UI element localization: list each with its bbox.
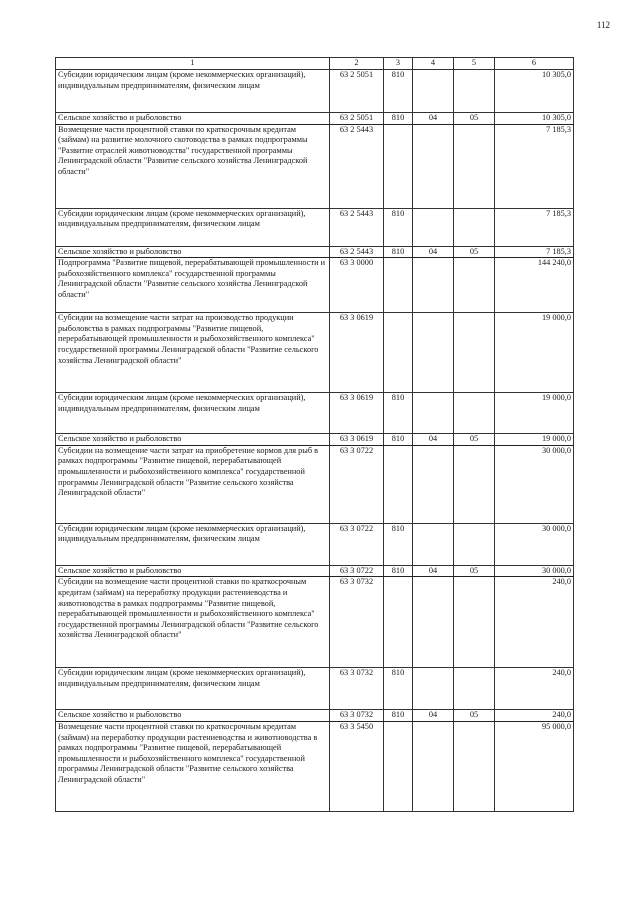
cell-expense-type: 810 (384, 434, 413, 446)
cell-amount: 19 000,0 (495, 393, 574, 434)
cell-expense-type (384, 124, 413, 208)
cell-name: Субсидии юридическим лицам (кроме некоммерческих организаций), индивидуальным предпринимателям, физическим лицам (56, 70, 330, 113)
table-row (56, 70, 574, 113)
table-row (56, 246, 574, 258)
cell-subsection (454, 70, 495, 113)
header-col-1: 1 (56, 58, 330, 70)
cell-amount: 95 000,0 (495, 721, 574, 811)
cell-subsection (454, 445, 495, 523)
cell-target-code: 63 2 5051 (330, 113, 384, 125)
cell-amount: 10 305,0 (495, 113, 574, 125)
cell-section (413, 313, 454, 393)
cell-section: 04 (413, 246, 454, 258)
cell-subsection (454, 124, 495, 208)
header-col-6: 6 (495, 58, 574, 70)
cell-target-code: 63 2 5443 (330, 208, 384, 246)
cell-amount: 19 000,0 (495, 313, 574, 393)
cell-amount: 144 240,0 (495, 258, 574, 313)
header-col-5: 5 (454, 58, 495, 70)
cell-subsection: 05 (454, 113, 495, 125)
cell-section: 04 (413, 710, 454, 722)
cell-amount: 240,0 (495, 668, 574, 710)
cell-expense-type: 810 (384, 565, 413, 577)
cell-subsection (454, 393, 495, 434)
cell-expense-type (384, 721, 413, 811)
cell-subsection (454, 313, 495, 393)
cell-section: 04 (413, 565, 454, 577)
header-col-2: 2 (330, 58, 384, 70)
cell-section: 04 (413, 434, 454, 446)
cell-target-code: 63 3 0619 (330, 434, 384, 446)
cell-name: Возмещение части процентной ставки по краткосрочным кредитам (займам) на переработку продукции растениеводства и животноводства в рамках подпрограммы "Развитие пищевой, перерабатывающей промышленности и рыбохозяйственного комплекса" государственной программы Ленинградской области "Развитие сельского хозяйства Ленинградской области" (56, 721, 330, 811)
cell-target-code: 63 2 5443 (330, 124, 384, 208)
header-col-3: 3 (384, 58, 413, 70)
table-row (56, 668, 574, 710)
cell-section (413, 124, 454, 208)
cell-amount: 7 185,3 (495, 208, 574, 246)
cell-target-code: 63 3 0732 (330, 710, 384, 722)
cell-section (413, 393, 454, 434)
cell-subsection (454, 208, 495, 246)
cell-expense-type (384, 313, 413, 393)
table-row (56, 565, 574, 577)
table-row (56, 258, 574, 313)
cell-name: Сельское хозяйство и рыболовство (56, 246, 330, 258)
table-row (56, 523, 574, 565)
cell-name: Субсидии юридическим лицам (кроме некоммерческих организаций), индивидуальным предпринимателям, физическим лицам (56, 393, 330, 434)
cell-amount: 19 000,0 (495, 434, 574, 446)
page-number: 112 (596, 20, 610, 30)
table-row (56, 208, 574, 246)
cell-amount: 7 185,3 (495, 246, 574, 258)
cell-name: Сельское хозяйство и рыболовство (56, 565, 330, 577)
cell-target-code: 63 3 0000 (330, 258, 384, 313)
header-row (56, 58, 574, 70)
cell-expense-type (384, 445, 413, 523)
cell-amount: 240,0 (495, 577, 574, 668)
table-row (56, 393, 574, 434)
cell-expense-type: 810 (384, 523, 413, 565)
cell-section (413, 523, 454, 565)
cell-subsection: 05 (454, 246, 495, 258)
cell-section (413, 721, 454, 811)
cell-amount: 30 000,0 (495, 445, 574, 523)
cell-subsection (454, 523, 495, 565)
cell-name: Подпрограмма "Развитие пищевой, перерабатывающей промышленности и рыбохозяйственного комплекса" государственной программы Ленинградской области "Развитие сельского хозяйства Ленинградской области" (56, 258, 330, 313)
table-row (56, 445, 574, 523)
cell-expense-type: 810 (384, 246, 413, 258)
cell-target-code: 63 2 5443 (330, 246, 384, 258)
cell-subsection (454, 577, 495, 668)
cell-name: Субсидии на возмещение части затрат на производство продукции рыболовства в рамках подпрограммы "Развитие пищевой, перерабатывающей промышленности и рыбохозяйственного комплекса" государственной программы Ленинградской области "Развитие сельского хозяйства Ленинградской области" (56, 313, 330, 393)
cell-target-code: 63 3 0722 (330, 523, 384, 565)
cell-amount: 30 000,0 (495, 523, 574, 565)
cell-amount: 7 185,3 (495, 124, 574, 208)
cell-expense-type: 810 (384, 208, 413, 246)
cell-amount: 240,0 (495, 710, 574, 722)
cell-name: Субсидии юридическим лицам (кроме некоммерческих организаций), индивидуальным предпринимателям, физическим лицам (56, 668, 330, 710)
cell-expense-type: 810 (384, 668, 413, 710)
cell-expense-type: 810 (384, 70, 413, 113)
table-row (56, 434, 574, 446)
cell-section: 04 (413, 113, 454, 125)
cell-name: Субсидии юридическим лицам (кроме некоммерческих организаций), индивидуальным предпринимателям, физическим лицам (56, 208, 330, 246)
table-row (56, 577, 574, 668)
cell-name: Сельское хозяйство и рыболовство (56, 113, 330, 125)
table-header (56, 58, 574, 70)
cell-section (413, 70, 454, 113)
cell-target-code: 63 3 0732 (330, 668, 384, 710)
table-row (56, 313, 574, 393)
cell-expense-type: 810 (384, 393, 413, 434)
cell-target-code: 63 3 0619 (330, 393, 384, 434)
cell-section (413, 258, 454, 313)
cell-subsection (454, 668, 495, 710)
cell-section (413, 208, 454, 246)
cell-subsection: 05 (454, 710, 495, 722)
cell-amount: 30 000,0 (495, 565, 574, 577)
cell-target-code: 63 3 0722 (330, 445, 384, 523)
cell-target-code: 63 3 0722 (330, 565, 384, 577)
cell-name: Субсидии юридическим лицам (кроме некоммерческих организаций), индивидуальным предпринимателям, физическим лицам (56, 523, 330, 565)
cell-target-code: 63 2 5051 (330, 70, 384, 113)
budget-table (55, 57, 574, 812)
table-row (56, 721, 574, 811)
cell-subsection (454, 258, 495, 313)
table-row (56, 113, 574, 125)
cell-expense-type (384, 577, 413, 668)
cell-name: Сельское хозяйство и рыболовство (56, 434, 330, 446)
table-row (56, 710, 574, 722)
cell-name: Субсидии на возмещение части процентной ставки по краткосрочным кредитам (займам) на переработку продукции растениеводства и животноводства в рамках подпрограммы "Развитие пищевой, перерабатывающей промышленности и рыбохозяйственного комплекса" государственной программы Ленинградской области "Развитие сельского хозяйства Ленинградской области" (56, 577, 330, 668)
cell-name: Субсидии на возмещение части затрат на приобретение кормов для рыб в рамках подпрограммы "Развитие пищевой, перерабатывающей промышленности и рыбохозяйственного комплекса" государственной программы Ленинградской области "Развитие сельского хозяйства Ленинградской области" (56, 445, 330, 523)
cell-section (413, 577, 454, 668)
cell-expense-type: 810 (384, 113, 413, 125)
cell-subsection (454, 721, 495, 811)
cell-amount: 10 305,0 (495, 70, 574, 113)
cell-target-code: 63 3 5450 (330, 721, 384, 811)
table-body (56, 70, 574, 812)
cell-section (413, 668, 454, 710)
cell-target-code: 63 3 0732 (330, 577, 384, 668)
table-row (56, 124, 574, 208)
cell-subsection: 05 (454, 434, 495, 446)
cell-subsection: 05 (454, 565, 495, 577)
cell-name: Возмещение части процентной ставки по краткосрочным кредитам (займам) на развитие молочного скотоводства в рамках подпрограммы "Развитие отраслей животноводства" государственной программы Ленинградской области "Развитие сельского хозяйства Ленинградской области" (56, 124, 330, 208)
header-col-4: 4 (413, 58, 454, 70)
cell-expense-type: 810 (384, 710, 413, 722)
cell-section (413, 445, 454, 523)
cell-name: Сельское хозяйство и рыболовство (56, 710, 330, 722)
cell-expense-type (384, 258, 413, 313)
cell-target-code: 63 3 0619 (330, 313, 384, 393)
